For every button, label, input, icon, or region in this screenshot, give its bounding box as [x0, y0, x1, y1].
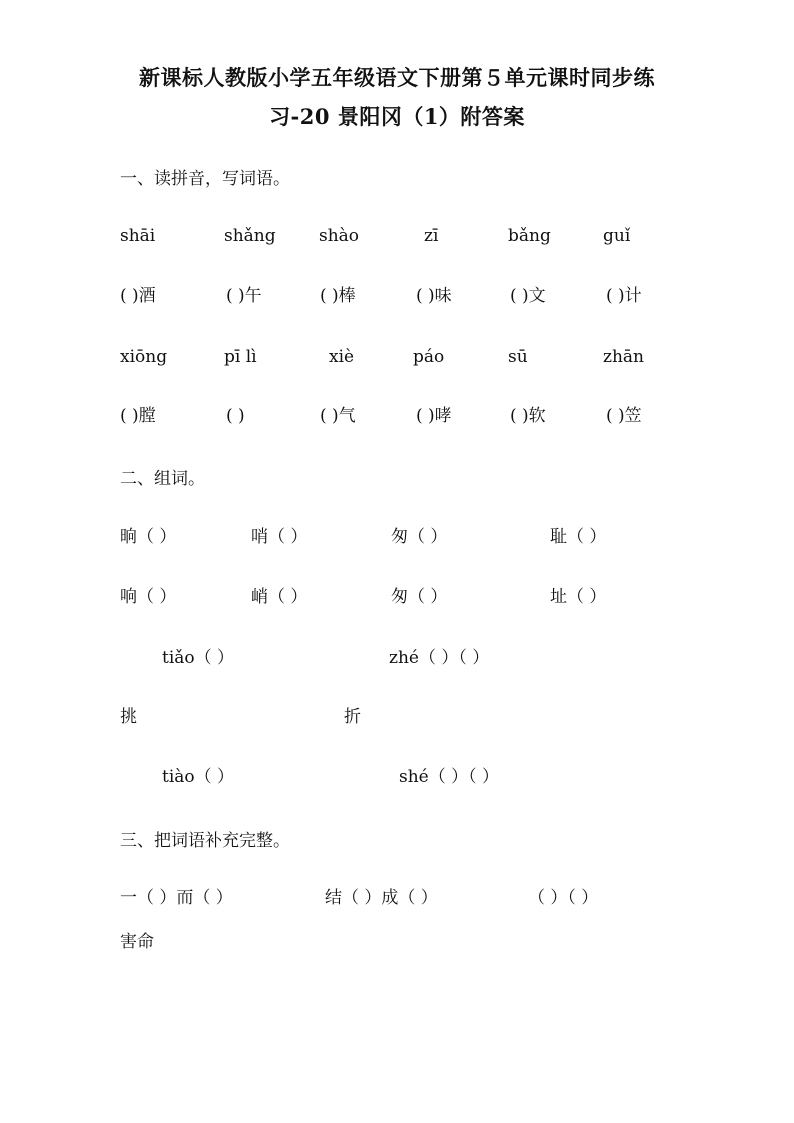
blank-word: ( )膛	[120, 406, 156, 426]
pinyin-item: páo	[413, 347, 445, 367]
pinyin-item: shāi	[120, 226, 156, 246]
word-group-item: 响（ ）	[120, 587, 177, 607]
blank-word: ( )计	[606, 286, 642, 306]
polyphone-reading: zhé（ ）（ ）	[389, 648, 490, 668]
word-group-item: 晌（ ）	[120, 527, 177, 547]
word-group-item: 匆（ ）	[391, 587, 448, 607]
blank-word: ( )	[226, 406, 245, 426]
idiom-tail: 害命	[120, 932, 154, 952]
idiom-blank: 一（ ）而（ ）	[120, 888, 233, 908]
polyphone-char: 折	[344, 707, 361, 727]
blank-word: ( )文	[510, 286, 546, 306]
blank-word: ( )棒	[320, 286, 356, 306]
polyphone-reading: shé（ ）（ ）	[399, 767, 500, 787]
pinyin-item: shào	[319, 226, 360, 246]
idiom-blank: （ ）（ ）	[528, 888, 599, 908]
word-group-item: 匆（ ）	[391, 527, 448, 547]
section3-heading: 三、把词语补充完整。	[120, 831, 290, 851]
page-title-line2: 习-20 景阳冈（1）附答案	[269, 104, 525, 129]
pinyin-item: shǎng	[224, 226, 276, 246]
pinyin-item: guǐ	[603, 226, 631, 246]
section2-heading: 二、组词。	[120, 469, 205, 489]
polyphone-reading: tiǎo（ ）	[162, 648, 235, 668]
polyphone-reading: tiào（ ）	[162, 767, 235, 787]
pinyin-item: bǎng	[508, 226, 551, 246]
blank-word: ( )软	[510, 406, 546, 426]
blank-word: ( )味	[416, 286, 452, 306]
section1-heading: 一、读拼音，写词语。	[120, 169, 290, 189]
blank-word: ( )气	[320, 406, 356, 426]
blank-word: ( )哮	[416, 406, 452, 426]
polyphone-char: 挑	[120, 707, 137, 727]
pinyin-item: zī	[424, 226, 439, 246]
pinyin-item: xiōng	[120, 347, 168, 367]
pinyin-item: sū	[508, 347, 528, 367]
pinyin-item: xiè	[329, 347, 355, 367]
word-group-item: 耻（ ）	[550, 527, 607, 547]
page-title-line1: 新课标人教版小学五年级语文下册第５单元课时同步练	[139, 65, 655, 90]
word-group-item: 哨（ ）	[251, 527, 308, 547]
word-group-item: 址（ ）	[550, 587, 607, 607]
pinyin-item: zhān	[603, 347, 644, 367]
idiom-blank: 结（ ）成（ ）	[325, 888, 438, 908]
blank-word: ( )笠	[606, 406, 642, 426]
blank-word: ( )酒	[120, 286, 156, 306]
pinyin-item: pī lì	[224, 347, 257, 367]
blank-word: ( )午	[226, 286, 262, 306]
word-group-item: 峭（ ）	[251, 587, 308, 607]
